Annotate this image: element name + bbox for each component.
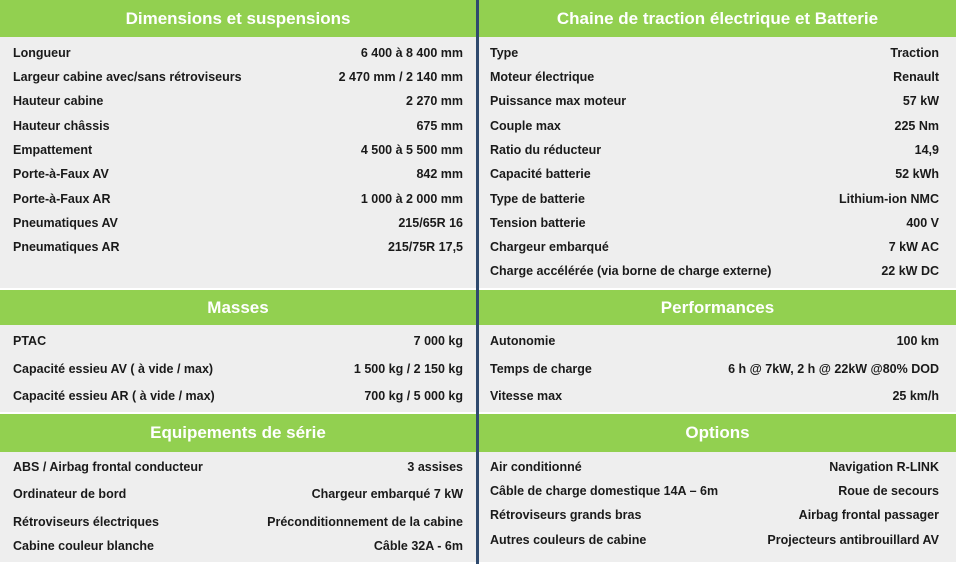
row-value: 3 assises <box>407 460 463 474</box>
row-label: Hauteur cabine <box>13 94 104 108</box>
dimensions-row <box>0 65 476 89</box>
row-value: 52 kWh <box>895 167 939 181</box>
traction-row <box>479 187 956 211</box>
row-label: Rétroviseurs électriques <box>13 515 159 529</box>
row-label: Capacité essieu AR ( à vide / max) <box>13 389 215 403</box>
dimensions-row <box>0 211 476 235</box>
row-label: Rétroviseurs grands bras <box>490 508 642 522</box>
performances-row <box>479 327 956 355</box>
equipements-section <box>0 414 476 562</box>
equipements-row <box>0 481 476 507</box>
row-value: 1 000 à 2 000 mm <box>360 192 463 206</box>
row-value: 2 470 mm / 2 140 mm <box>338 70 463 84</box>
row-label: Empattement <box>13 143 93 157</box>
dimensions-row <box>0 187 476 211</box>
performances-row <box>479 355 956 383</box>
performances-header: Performances <box>479 290 956 325</box>
performances-row <box>479 382 956 410</box>
row-label: Capacité essieu AV ( à vide / max) <box>13 362 214 376</box>
options-row <box>479 502 956 528</box>
row-value: 675 mm <box>416 119 463 133</box>
row-label: Tension batterie <box>490 216 586 230</box>
row-label: Temps de charge <box>490 362 592 376</box>
equipements-header: Equipements de série <box>0 414 476 452</box>
options-table <box>479 452 956 562</box>
masses-row <box>0 327 476 355</box>
row-value: Navigation R-LINK <box>829 460 939 474</box>
row-label: Câble de charge domestique 14A – 6m <box>490 484 719 498</box>
masses-section <box>0 290 476 412</box>
row-value: 842 mm <box>416 167 463 181</box>
masses-table <box>0 325 476 412</box>
dimensions-row <box>0 235 476 259</box>
row-label: PTAC <box>13 334 47 348</box>
equipements-row <box>0 533 476 559</box>
dimensions-row <box>0 162 476 186</box>
traction-header: Chaine de traction électrique et Batterie <box>479 0 956 37</box>
row-value: Traction <box>890 46 939 60</box>
row-label: Vitesse max <box>490 389 563 403</box>
row-value: Préconditionnement de la cabine <box>267 515 463 529</box>
row-value: 14,9 <box>914 143 939 157</box>
dimensions-row <box>0 41 476 65</box>
equipements-row <box>0 509 476 535</box>
row-label: Hauteur châssis <box>13 119 110 133</box>
dimensions-row <box>0 114 476 138</box>
traction-row <box>479 89 956 113</box>
row-value: 57 kW <box>902 94 939 108</box>
dimensions-section <box>0 0 476 288</box>
traction-row <box>479 65 956 89</box>
row-value: Lithium-ion NMC <box>839 192 939 206</box>
row-label: Pneumatiques AR <box>13 240 120 254</box>
traction-row <box>479 162 956 186</box>
row-label: Longueur <box>13 46 71 60</box>
row-value: 400 V <box>906 216 939 230</box>
row-label: Ordinateur de bord <box>13 487 127 501</box>
row-value: 700 kg / 5 000 kg <box>364 389 463 403</box>
traction-row <box>479 138 956 162</box>
traction-row <box>479 259 956 283</box>
options-section <box>479 414 956 562</box>
row-label: Capacité batterie <box>490 167 591 181</box>
row-value: 7 kW AC <box>888 240 939 254</box>
dimensions-header: Dimensions et suspensions <box>0 0 476 37</box>
options-row <box>479 478 956 504</box>
masses-header: Masses <box>0 290 476 325</box>
masses-row <box>0 355 476 383</box>
traction-row <box>479 114 956 138</box>
equipements-row <box>0 454 476 480</box>
row-value: Projecteurs antibrouillard AV <box>767 533 939 547</box>
row-value: Renault <box>893 70 939 84</box>
row-label: Air conditionné <box>490 460 582 474</box>
row-value: 6 400 à 8 400 mm <box>360 46 463 60</box>
performances-section <box>479 290 956 412</box>
row-value: 7 000 kg <box>413 334 463 348</box>
row-value: Câble 32A - 6m <box>373 539 463 553</box>
traction-table <box>479 37 956 288</box>
row-label: Type <box>490 46 519 60</box>
row-value: 4 500 à 5 500 mm <box>360 143 463 157</box>
row-label: ABS / Airbag frontal conducteur <box>13 460 203 474</box>
row-value: 6 h @ 7kW, 2 h @ 22kW @80% DOD <box>728 362 939 376</box>
row-value: Airbag frontal passager <box>798 508 939 522</box>
dimensions-row <box>0 89 476 113</box>
row-value: 1 500 kg / 2 150 kg <box>353 362 463 376</box>
row-label: Ratio du réducteur <box>490 143 602 157</box>
row-label: Puissance max moteur <box>490 94 627 108</box>
row-value: 215/65R 16 <box>398 216 463 230</box>
row-value: 225 Nm <box>894 119 939 133</box>
traction-row <box>479 211 956 235</box>
row-label: Porte-à-Faux AV <box>13 167 109 181</box>
performances-table <box>479 325 956 412</box>
row-label: Couple max <box>490 119 561 133</box>
row-value: 22 kW DC <box>881 264 939 278</box>
traction-row <box>479 41 956 65</box>
row-label: Autres couleurs de cabine <box>490 533 647 547</box>
row-label: Chargeur embarqué <box>490 240 609 254</box>
row-label: Pneumatiques AV <box>13 216 118 230</box>
row-value: 100 km <box>896 334 939 348</box>
traction-row <box>479 235 956 259</box>
row-label: Moteur électrique <box>490 70 595 84</box>
row-value: 25 km/h <box>892 389 939 403</box>
row-value: 215/75R 17,5 <box>387 240 463 254</box>
row-value: Roue de secours <box>838 484 939 498</box>
row-label: Charge accélérée (via borne de charge externe) <box>490 264 772 278</box>
row-value: 2 270 mm <box>406 94 463 108</box>
options-header: Options <box>479 414 956 452</box>
row-label: Cabine couleur blanche <box>13 539 155 553</box>
row-label: Porte-à-Faux AR <box>13 192 111 206</box>
dimensions-table <box>0 37 476 288</box>
traction-section <box>479 0 956 288</box>
row-label: Autonomie <box>490 334 556 348</box>
options-row <box>479 454 956 480</box>
row-label: Type de batterie <box>490 192 585 206</box>
equipements-table <box>0 452 476 562</box>
dimensions-row <box>0 138 476 162</box>
row-label: Largeur cabine avec/sans rétroviseurs <box>13 70 242 84</box>
options-row <box>479 527 956 553</box>
row-value: Chargeur embarqué 7 kW <box>311 487 463 501</box>
masses-row <box>0 382 476 410</box>
